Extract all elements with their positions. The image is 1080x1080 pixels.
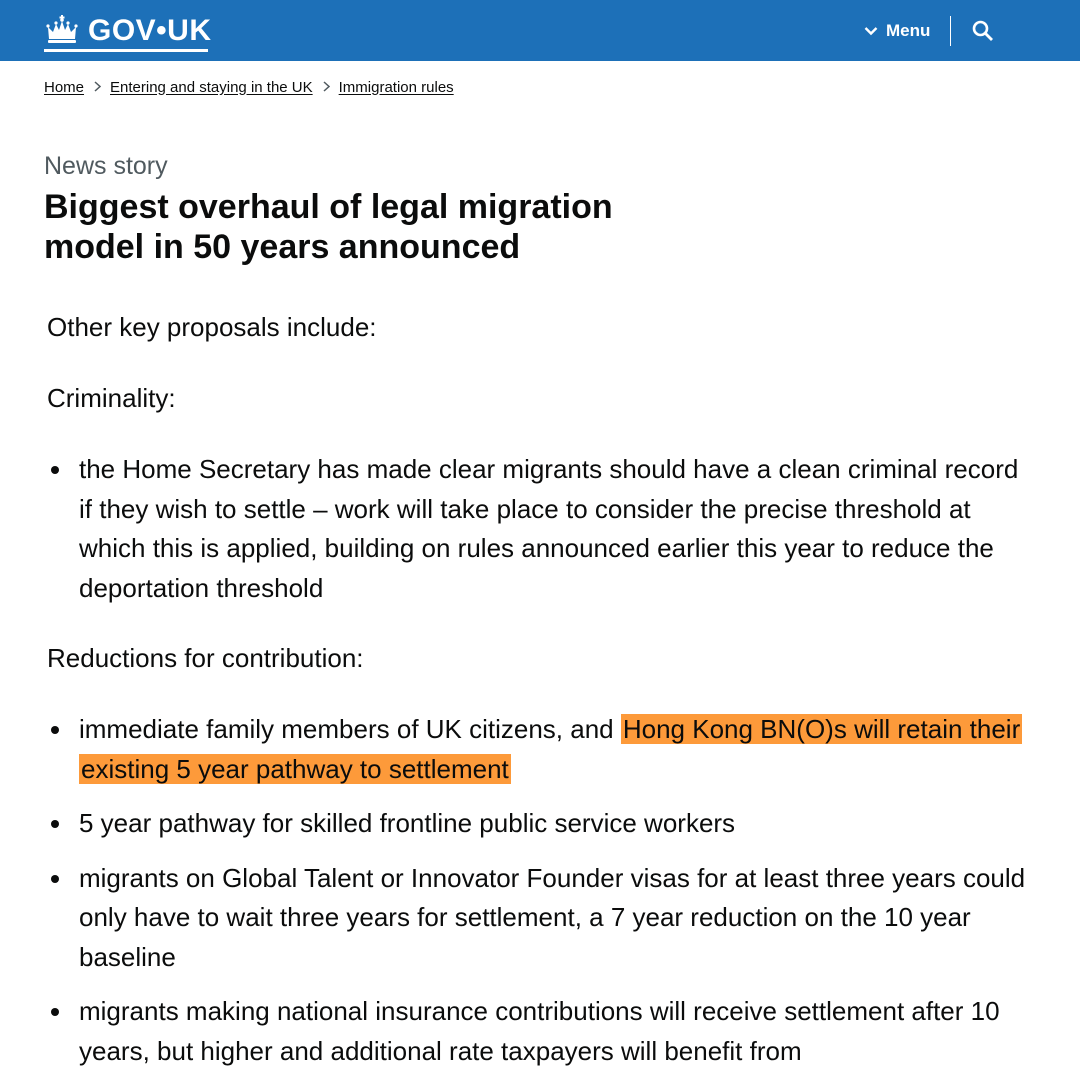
criminality-list	[47, 450, 1037, 608]
search-icon	[972, 20, 994, 42]
reductions-list	[47, 710, 1037, 1071]
list-item: migrants making national insurance contributions will receive settlement after 10 years, but higher and additional rate taxpayers will benefit from	[47, 992, 1037, 1071]
crown-icon	[44, 15, 80, 47]
site-header	[0, 0, 1080, 61]
search-button[interactable]	[968, 16, 998, 46]
header-divider	[950, 16, 951, 46]
highlighted-text: Hong Kong BN(O)s will retain their existing 5 year pathway to settlement	[81, 714, 1021, 784]
intro-paragraph: Other key proposals include:	[47, 312, 377, 342]
logo-wordmark: GOV•UK	[88, 14, 212, 47]
chevron-down-icon	[864, 26, 878, 36]
document-type-label: News story	[44, 152, 168, 180]
breadcrumb-link-immigration-rules[interactable]: Immigration rules	[338, 78, 454, 96]
breadcrumb-link-home[interactable]: Home	[44, 78, 85, 96]
list-item: the Home Secretary has made clear migrants should have a clean criminal record if they wish to settle – work will take place to consider the precise threshold at which this is applied, building on rules announced earlier this year to reduce the deportation threshold	[47, 450, 1037, 608]
chevron-right-icon	[94, 79, 101, 96]
page-title: Biggest overhaul of legal migration model in 50 years announced	[44, 188, 613, 266]
section-heading-reductions: Reductions for contribution:	[47, 643, 364, 673]
menu-button-label: Menu	[886, 21, 931, 40]
breadcrumb	[44, 76, 454, 98]
list-item: migrants on Global Talent or Innovator Founder visas for at least three years could only have to wait three years for settlement, a 7 year reduction on the 10 year baseline	[47, 859, 1037, 978]
menu-button[interactable]	[864, 18, 930, 44]
chevron-right-icon	[323, 79, 330, 96]
list-item: 5 year pathway for skilled frontline public service workers	[47, 804, 1037, 844]
govuk-logo-link[interactable]	[44, 12, 212, 50]
list-item-text: immediate family members of UK citizens, and	[79, 714, 621, 744]
logo-underline	[44, 49, 208, 52]
list-item	[47, 710, 1037, 789]
section-heading-criminality: Criminality:	[47, 383, 176, 413]
breadcrumb-link-entering-staying[interactable]: Entering and staying in the UK	[110, 78, 313, 96]
